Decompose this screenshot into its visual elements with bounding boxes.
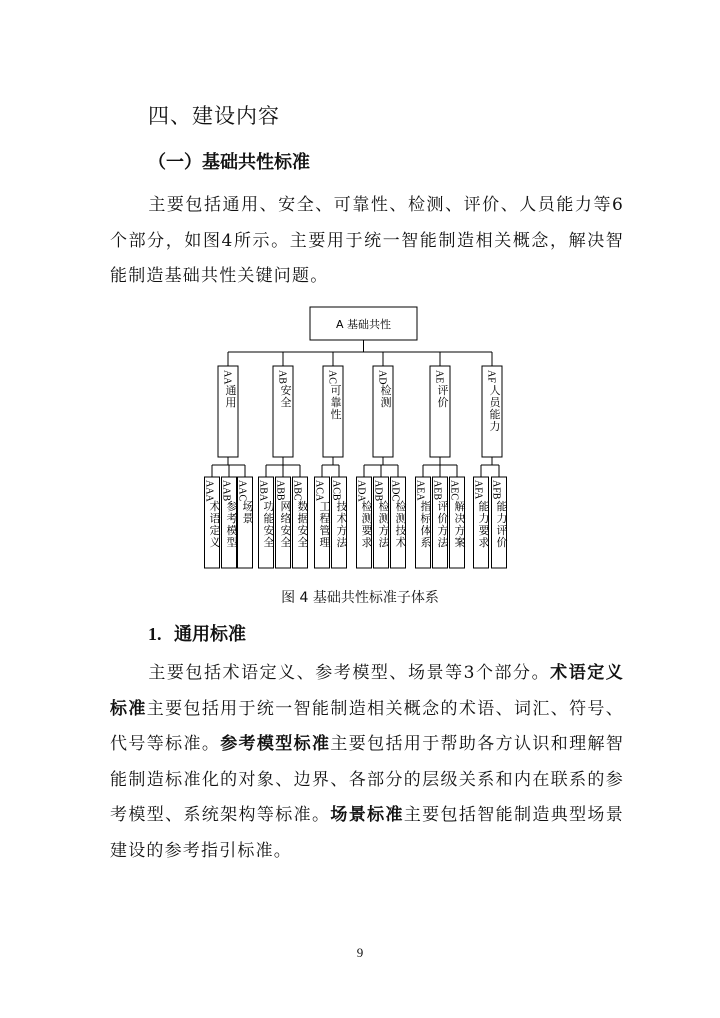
subheading-text: 通用标准 (174, 624, 247, 645)
bold-term-2: 参考模型标准 (220, 734, 331, 755)
leaf-code-aac: AAC (236, 480, 248, 502)
subheading-number: 1. (148, 624, 162, 644)
root-label: A 基础共性 (335, 318, 392, 331)
leaf-label-abc: 数据安全 (297, 500, 309, 549)
subheading (148, 620, 246, 646)
group-label-ab: 安全 (280, 384, 292, 409)
leaf-label-adc: 检测技术 (395, 500, 407, 549)
leaf-label-aca: 工程管理 (319, 500, 331, 549)
body-sentence-3: 主要包括用于帮助各方认识和理解智能制造标准化的对象、边界、各部分的层级关系和内在联系的参考模型、系统架构等标准。 (110, 734, 625, 826)
section-title: 四、建设内容 (148, 104, 280, 128)
leaf-label-aac: 场景 (242, 500, 254, 525)
body-sentence-1: 主要包括术语定义、参考模型、场景等3个部分。 (148, 663, 551, 683)
leaf-code-aea: AEA (414, 480, 426, 501)
group-code-ac: AC (326, 370, 338, 384)
leaf-label-afa: 能力要求 (478, 500, 490, 549)
group-label-af: 人员能力 (489, 384, 501, 433)
leaf-code-afb: AFB (490, 480, 502, 500)
leaf-label-abb: 网络安全 (280, 500, 292, 549)
group-code-aa: AA (221, 370, 233, 385)
leaf-code-aca: ACA (313, 480, 325, 502)
bold-term-1: 术语定义标准 (110, 663, 624, 719)
group-label-ac: 可靠性 (330, 384, 342, 421)
leaf-code-abc: ABC (291, 480, 303, 501)
bold-term-3: 场景标准 (330, 805, 404, 826)
leaf-code-adb: ADB (372, 480, 384, 502)
leaf-label-adb: 检测方法 (378, 500, 390, 549)
group-label-ae: 评价 (437, 384, 449, 409)
leaf-code-aeb: AEB (431, 480, 443, 500)
intro-text: 主要包括通用、安全、可靠性、检测、评价、人员能力等6个部分，如图4所示。主要用于统一智能制造相关概念，解决智能制造基础共性关键问题。 (110, 195, 624, 287)
group-code-ae: AE (433, 370, 445, 384)
group-label-aa: 通用 (225, 384, 237, 409)
leaf-code-aaa: AAA (203, 480, 215, 502)
leaf-code-aba: ABA (257, 480, 269, 502)
leaf-label-aaa: 术语定义 (209, 500, 221, 549)
leaf-code-ada: ADA (355, 480, 367, 502)
leaf-label-aeb: 评价方法 (437, 500, 449, 549)
group-code-af: AF (485, 370, 497, 383)
body-sentence-4: 主要包括智能制造典型场景建设的参考指引标准。 (110, 805, 624, 861)
leaf-code-adc: ADC (389, 480, 401, 502)
leaf-label-aba: 功能安全 (263, 500, 275, 549)
leaf-label-aea: 指标体系 (420, 500, 432, 549)
leaf-code-aab: AAB (220, 480, 232, 502)
group-label-ad: 检测 (380, 384, 392, 409)
subsection-title: （一）基础共性标准 (148, 152, 310, 173)
group-code-ab: AB (276, 370, 288, 384)
leaf-code-abb: ABB (274, 480, 286, 501)
leaf-label-ada: 检测要求 (361, 500, 373, 549)
leaf-label-afb: 能力评价 (496, 500, 508, 549)
body-sentence-2: 主要包括用于统一智能制造相关概念的术语、词汇、符号、代号等标准。 (110, 698, 624, 755)
leaf-label-aec: 解决方案 (454, 500, 466, 549)
group-code-ad: AD (376, 370, 388, 385)
leaf-code-aec: AEC (448, 480, 460, 500)
leaf-label-acb: 技术方法 (336, 500, 348, 549)
leaf-code-acb: ACB (330, 480, 342, 501)
page-number: 9 (356, 945, 364, 960)
leaf-label-aab: 参考模型 (226, 500, 238, 549)
body-paragraph (110, 656, 624, 870)
figure-caption: 图 4 基础共性标准子体系 (281, 590, 439, 606)
leaf-code-afa: AFA (472, 480, 484, 500)
